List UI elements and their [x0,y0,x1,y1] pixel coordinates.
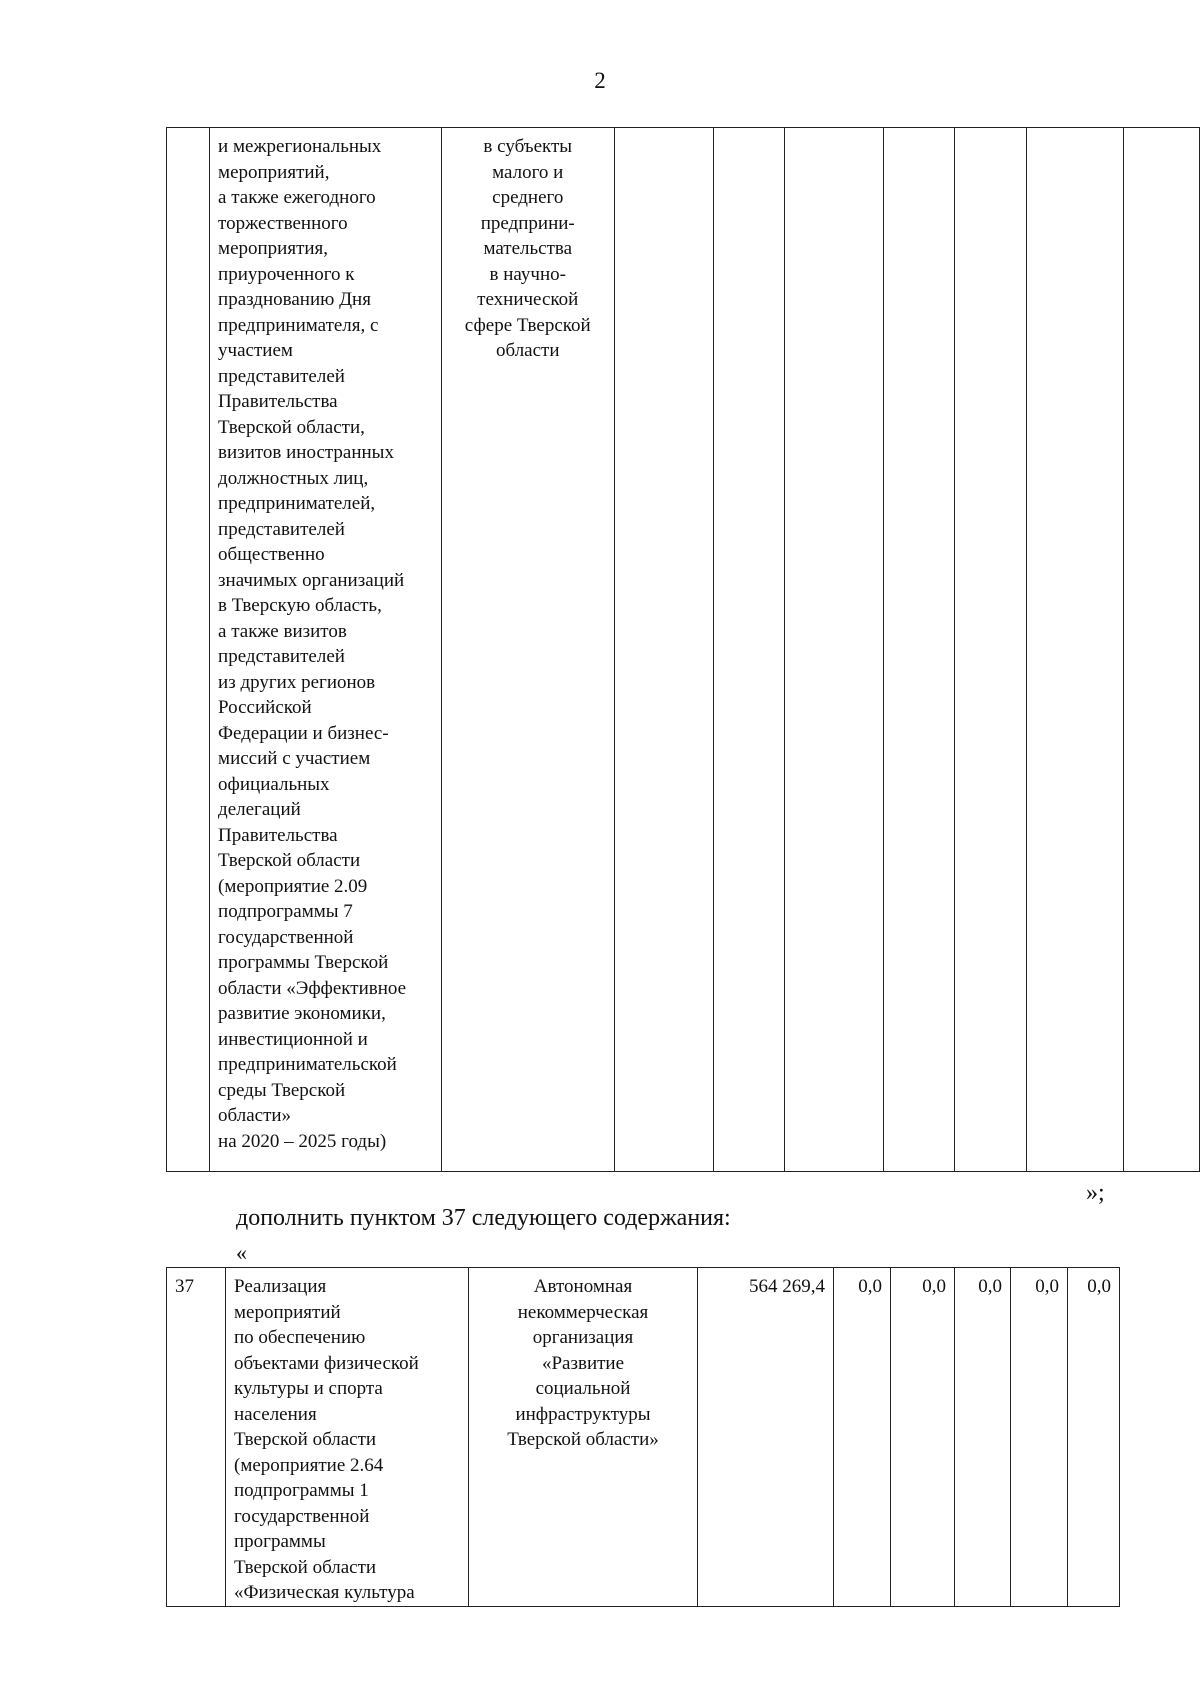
cell-year-1 [713,128,784,1172]
budget-table-item-37 [166,1267,1120,1607]
cell-year-1: 0,0 [834,1268,891,1607]
cell-event-name: Реализация мероприятий по обеспечению объектами физической культуры и спорта населения Тверской области (мероприятие 2.64 подпрограммы 1 государственной программы Тверской области «Физическая культура [226,1268,469,1607]
cell-year-3 [884,128,955,1172]
budget-table-continuation [166,127,1200,1172]
cell-amount [614,128,713,1172]
cell-year-4 [955,128,1026,1172]
cell-item-number: 37 [167,1268,226,1607]
cell-year-5: 0,0 [1068,1268,1120,1607]
cell-recipient: в субъекты малого и среднего предприни- мательства в научно- технической сфере Тверской области [441,128,614,1172]
cell-amount: 564 269,4 [698,1268,834,1607]
cell-year-5 [1026,128,1123,1172]
cell-recipient: Автономная некоммерческая организация «Развитие социальной инфраструктуры Тверской области» [469,1268,698,1607]
cell-event-name: и межрегиональных мероприятий, а также ежегодного торжественного мероприятия, приуроченного к празднованию Дня предпринимателя, с участием представителей Правительства Тверской области, визитов иностранных должностных лиц, предпринимателей, представителей общественно значимых организаций в Тверскую область, а также визитов представителей из других регионов Российской Федерации и бизнес- миссий с участием официальных делегаций Правительства Тверской области (мероприятие 2.09 подпрограммы 7 государственной программы Тверской области «Эффективное развитие экономики, инвестиционной и предпринимательской среды Тверской области» на 2020 – 2025 годы) [210,128,442,1172]
cell-year-6 [1123,128,1199,1172]
page-number: 2 [594,68,606,93]
opening-quote: « [236,1240,247,1265]
cell-year-2: 0,0 [891,1268,955,1607]
amendment-text: дополнить пунктом 37 следующего содержания: [236,1205,731,1231]
cell-year-4: 0,0 [1011,1268,1068,1607]
cell-item-number [167,128,210,1172]
cell-year-3: 0,0 [955,1268,1011,1607]
closing-quote: »; [1086,1180,1105,1206]
cell-year-2 [785,128,884,1172]
